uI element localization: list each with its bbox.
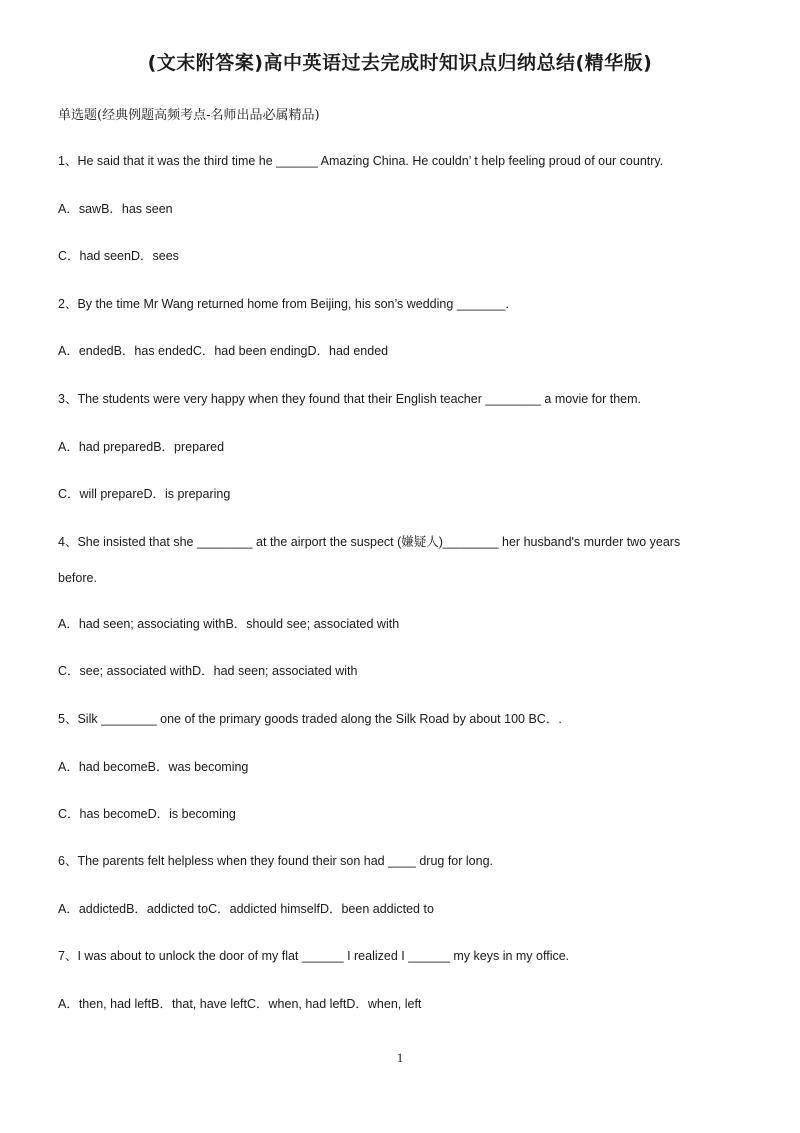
question-1-stem: 1、He said that it was the third time he ______ Amazing China. He couldn’ t help feeling proud of our country. (58, 154, 664, 168)
question-7-stem: 7、I was about to unlock the door of my flat ______ I realized I ______ my keys in my office. (58, 949, 570, 963)
question-3-stem: 3、The students were very happy when they found that their English teacher ________ a movie for them. (58, 392, 641, 406)
question-6-options: A．addictedB．addicted toC．addicted himselfD．been addicted to (58, 902, 434, 916)
page-title: (文末附答案)高中英语过去完成时知识点归纳总结(精华版) (147, 52, 653, 74)
question-7-options: A．then, had leftB．that, have leftC．when, had leftD．when, left (58, 997, 422, 1011)
question-5-options-ab: A．had becomeB．was becoming (58, 760, 249, 774)
question-4-stem-continued: before. (58, 571, 97, 585)
question-6-stem: 6、The parents felt helpless when they found their son had ____ drug for long. (58, 854, 494, 868)
section-label: 单选题(经典例题高频考点-名师出品必属精品) (58, 108, 320, 123)
question-1-options-ab: A．sawB．has seen (58, 202, 173, 216)
question-4-options-ab: A．had seen; associating withB．should see; associated with (58, 617, 400, 631)
question-5-stem: 5、Silk ________ one of the primary goods traded along the Silk Road by about 100 BC．. (58, 712, 562, 726)
question-2-stem: 2、By the time Mr Wang returned home from Beijing, his son’s wedding _______. (58, 297, 509, 311)
page-number: 1 (396, 1050, 404, 1065)
question-1-options-cd: C．had seenD．sees (58, 249, 179, 263)
question-4-stem: 4、She insisted that she ________ at the airport the suspect (嫌疑人)________ her husband's murder two years (58, 535, 681, 549)
question-3-options-cd: C．will prepareD．is preparing (58, 487, 231, 501)
question-5-options-cd: C．has becomeD．is becoming (58, 807, 236, 821)
question-2-options: A．endedB．has endedC．had been endingD．had ended (58, 344, 389, 358)
question-3-options-ab: A．had preparedB．prepared (58, 440, 225, 454)
question-4-options-cd: C．see; associated withD．had seen; associated with (58, 664, 358, 678)
